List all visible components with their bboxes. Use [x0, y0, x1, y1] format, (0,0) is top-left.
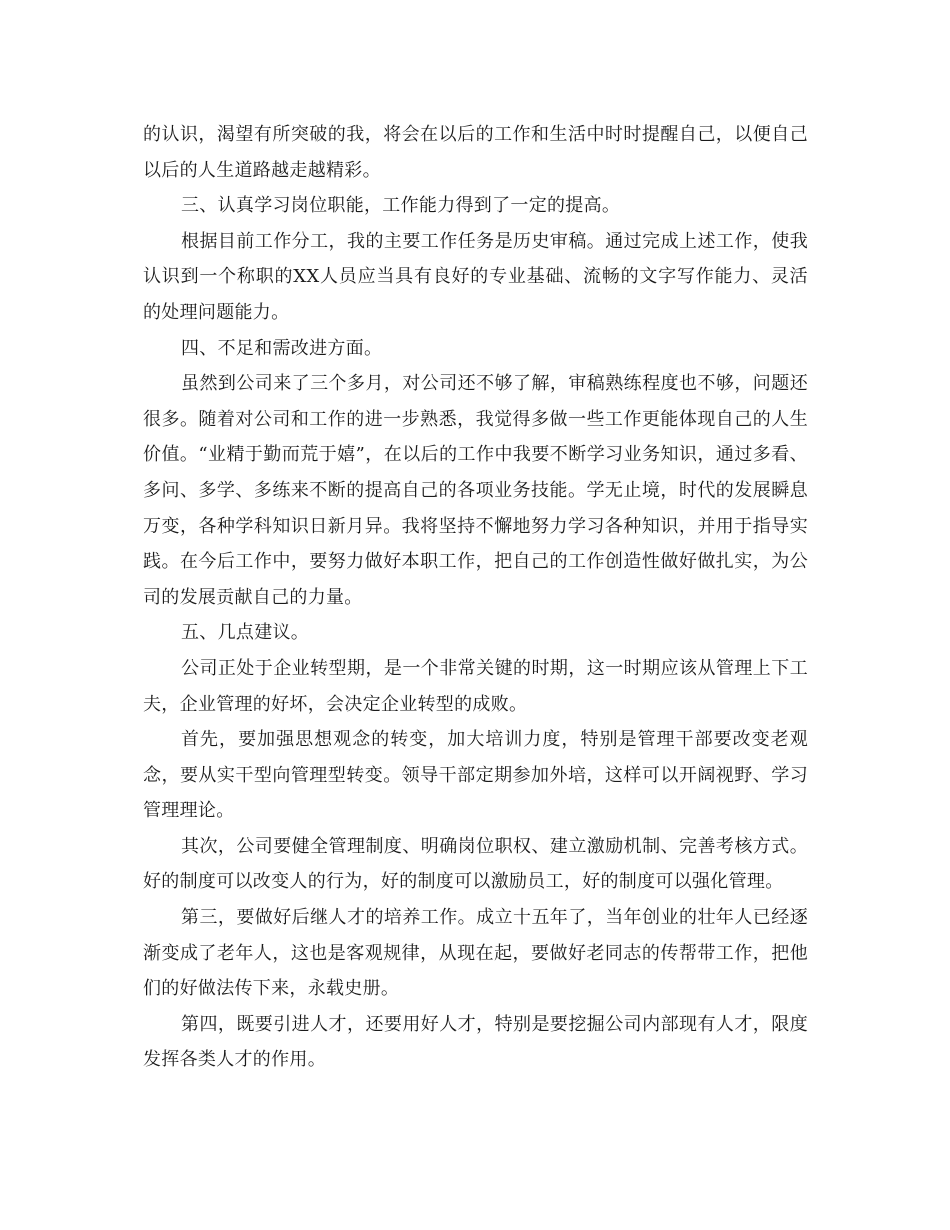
paragraph: 其次，公司要健全管理制度、明确岗位职权、建立激励机制、完善考核方式。好的制度可以改变人的行为，好的制度可以激励员工，好的制度可以强化管理。: [143, 835, 808, 893]
paragraph: 虽然到公司来了三个多月，对公司还不够了解，审稿熟练程度也不够，问题还很多。随着对公司和工作的进一步熟悉，我觉得多做一些工作更能体现自己的人生价值。“业精于勤而荒于嬉”，在以后的工作中我要不断学习业务知识，通过多看、多问、多学、多练来不断的提高自己的各项业务技能。学无止境，时代的发展瞬息万变，各种学科知识日新月异。我将坚持不懈地努力学习各种知识，并用于指导实践。在今后工作中，要努力做好本职工作，把自己的工作创造性做好做扎实，为公司的发展贡献自己的力量。: [143, 373, 808, 608]
paragraph: 公司正处于企业转型期，是一个非常关键的时期，这一时期应该从管理上下工夫，企业管理的好坏，会决定企业转型的成败。: [143, 657, 808, 715]
paragraph: 第四，既要引进人才，还要用好人才，特别是要挖掘公司内部现有人才，限度发挥各类人才的作用。: [143, 1013, 808, 1071]
paragraph: 根据目前工作分工，我的主要工作任务是历史审稿。通过完成上述工作，使我认识到一个称职的XX人员应当具有良好的专业基础、流畅的文字写作能力、灵活的处理问题能力。: [143, 230, 808, 323]
document-page: [143, 117, 808, 1078]
paragraph-continuation: 的认识，渴望有所突破的我，将会在以后的工作和生活中时时提醒自己，以便自己以后的人生道路越走越精彩。: [143, 124, 808, 181]
paragraph: 第三，要做好后继人才的培养工作。成立十五年了，当年创业的壮年人已经逐渐变成了老年人，这也是客观规律，从现在起，要做好老同志的传帮带工作，把他们的好做法传下来，永载史册。: [143, 907, 808, 1000]
section-heading-5: 五、几点建议。: [181, 622, 310, 644]
section-heading-4: 四、不足和需改进方面。: [181, 337, 383, 359]
paragraph: 首先，要加强思想观念的转变，加大培训力度，特别是管理干部要改变老观念，要从实干型向管理型转变。领导干部定期参加外培，这样可以开阔视野、学习管理理论。: [143, 729, 808, 822]
section-heading-3: 三、认真学习岗位职能，工作能力得到了一定的提高。: [181, 195, 621, 217]
